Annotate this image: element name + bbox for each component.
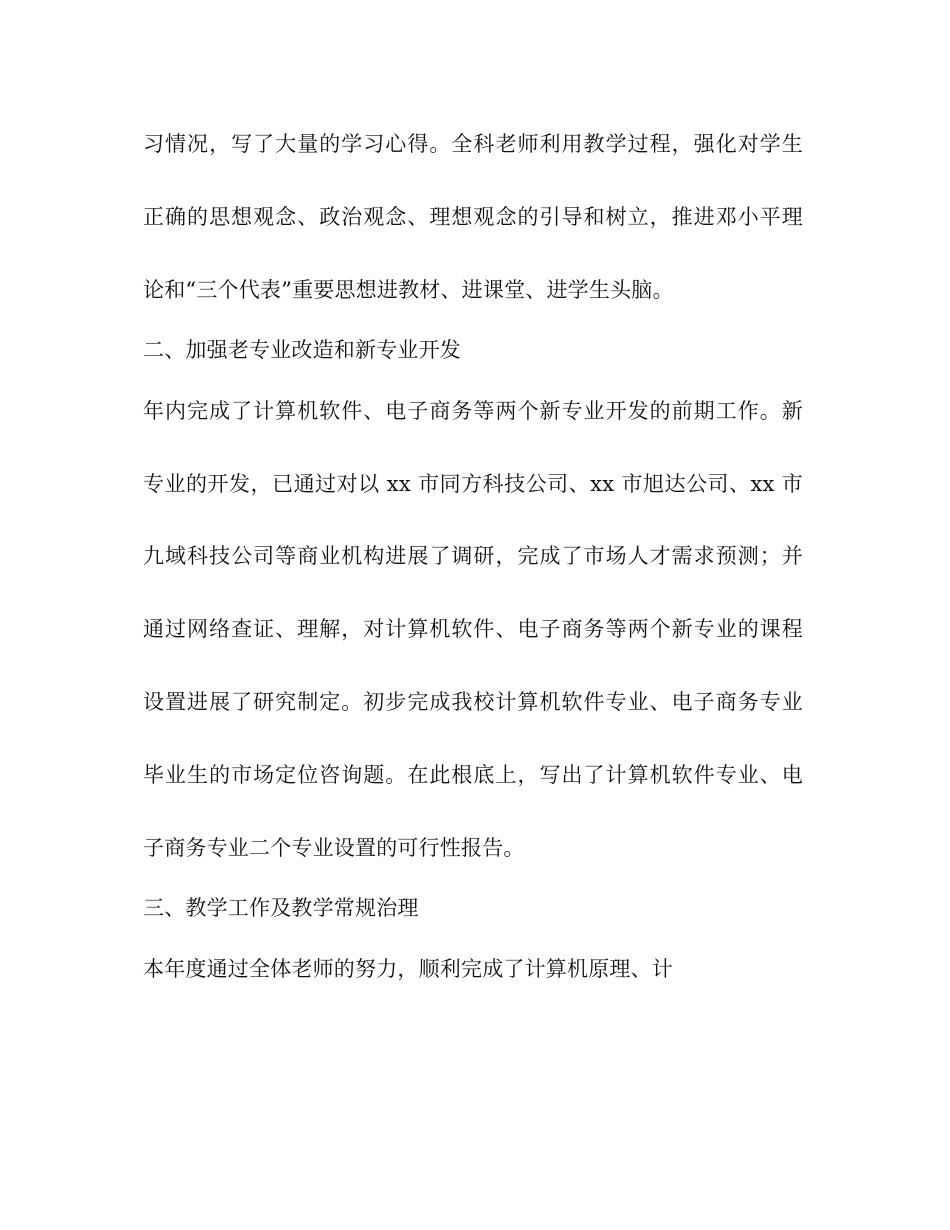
body-text-line: 九域科技公司等商业机构进展了调研，完成了市场人才需求预测；并 xyxy=(143,544,803,568)
body-text-line: 论和“三个代表”重要思想进教材、进课堂、进学生头脑。 xyxy=(143,278,674,302)
body-text-line: 子商务专业二个专业设置的可行性报告。 xyxy=(143,836,525,860)
body-text-line: 专业的开发，已通过对以 xx 市同方科技公司、xx 市旭达公司、xx 市 xyxy=(143,472,803,496)
body-text-line: 毕业生的市场定位咨询题。在此根底上，写出了计算机软件专业、电 xyxy=(143,763,803,787)
body-text-line: 正确的思想观念、政治观念、理想观念的引导和树立，推进邓小平理 xyxy=(143,205,803,229)
body-text-line: 习情况，写了大量的学习心得。全科老师利用教学过程，强化对学生 xyxy=(143,132,803,156)
body-text-line: 设置进展了研究制定。初步完成我校计算机软件专业、电子商务专业 xyxy=(143,690,803,714)
section-heading: 二、加强老专业改造和新专业开发 xyxy=(143,338,461,362)
body-text-line: 年内完成了计算机软件、电子商务等两个新专业开发的前期工作。新 xyxy=(143,399,803,423)
body-text-line: 通过网络查证、理解，对计算机软件、电子商务等两个新专业的课程 xyxy=(143,617,803,641)
section-heading: 三、教学工作及教学常规治理 xyxy=(143,896,419,920)
body-text-line: 本年度通过全体老师的努力，顺利完成了计算机原理、计 xyxy=(143,957,673,981)
